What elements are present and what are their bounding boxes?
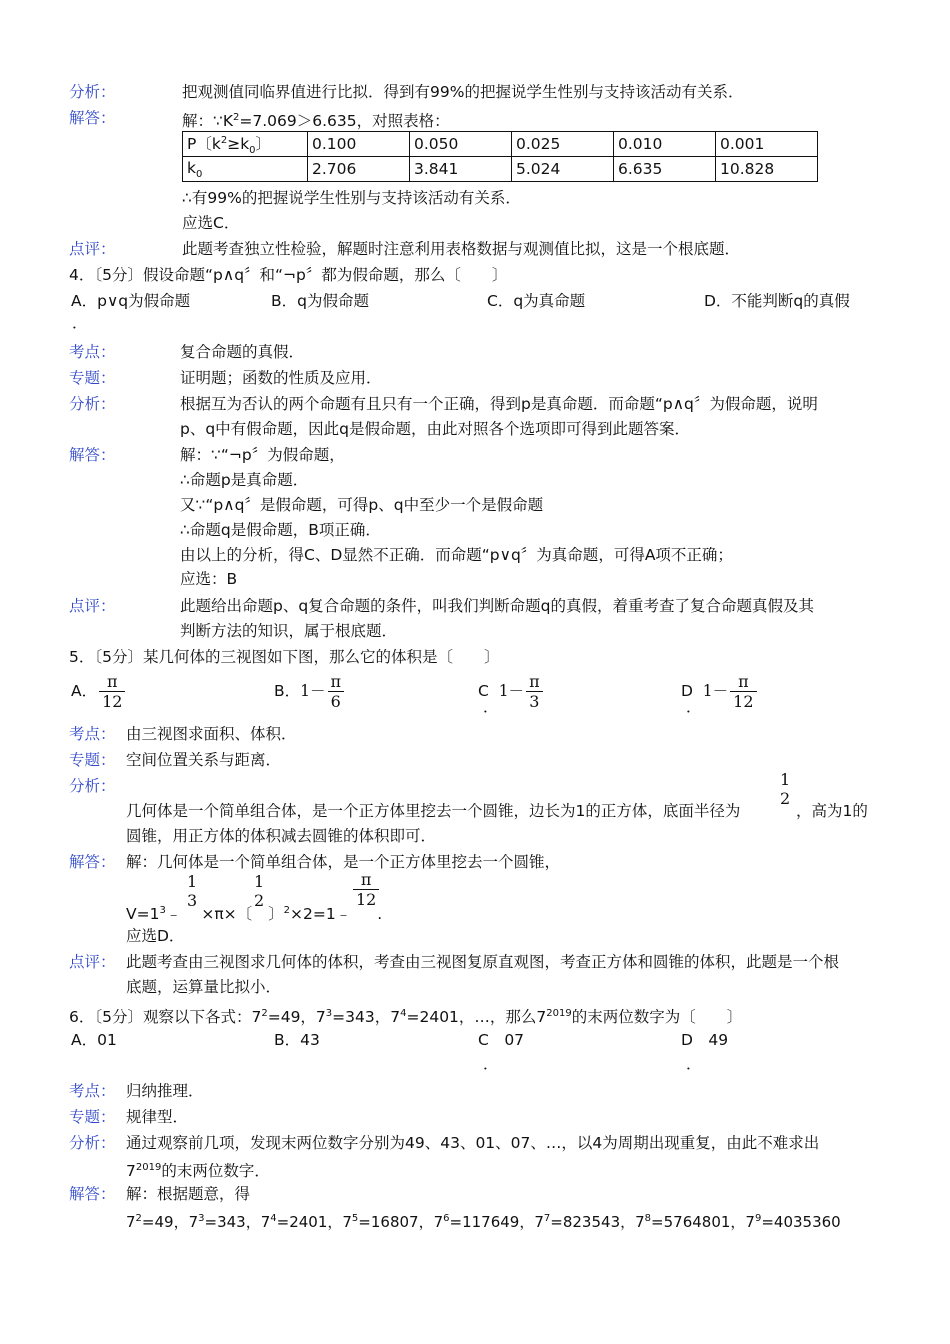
- q5-option-d: D 1－ $\frac{\pi}{12}$: [681, 672, 759, 711]
- q5-stem: 5．〔5分〕某几何体的三视图如下图，那么它的体积是〔 〕: [69, 648, 500, 666]
- q5-comment-1: 此题考查由三视图求几何体的体积，考查由三视图复原直观图，考查正方体和圆锥的体积，此题是一个根: [126, 953, 840, 971]
- fraction: $\frac{\pi}{6}$: [328, 672, 345, 711]
- table-cell: 0.001: [716, 132, 818, 157]
- critical-value-table: [182, 131, 818, 182]
- option-dot: ．: [686, 1055, 702, 1073]
- table-row: [183, 157, 818, 182]
- q5-comment-2: 底题，运算量比拟小．: [126, 978, 282, 996]
- key-point-label: 考点：: [69, 1082, 116, 1100]
- q4-answer-4: ∴命题q是假命题，B项正确．: [180, 521, 381, 539]
- q6-option-b: B．43: [274, 1031, 320, 1049]
- q6-option-c: C 07: [478, 1031, 525, 1049]
- analysis-label: 分析：: [69, 1134, 116, 1152]
- comment-label: 点评：: [69, 597, 116, 615]
- q4-option-a: A．p∨q为假命题: [71, 292, 191, 310]
- comment-label: 点评：: [69, 953, 116, 971]
- q4-answer-2: ∴命题p是真命题．: [180, 471, 309, 489]
- q4-analysis-1: 根据互为否认的两个命题有且只有一个正确，得到p是真命题．而命题“p∧q〞为假命题，说明: [180, 395, 818, 413]
- option-dot: ．: [686, 698, 702, 716]
- q5-analysis-2: 圆锥，用正方体的体积减去圆锥的体积即可．: [126, 827, 437, 845]
- q3-analysis: 把观测值同临界值进行比拟．得到有99%的把握说学生性别与支持该活动有关系．: [182, 83, 744, 101]
- q5-analysis-1b: ，高为1的: [796, 802, 868, 820]
- q3-answer-line-1: 解：$\because K^2=7.069>6.635$，对照表格：: [182, 112, 450, 131]
- q6-option-d: D 49: [681, 1031, 729, 1049]
- q6-stem: 6．〔5分〕观察以下各式：$7^2=49$，$7^3=343$，$7^4=2401$，…，那么$7^{2019}$的末两位数字为〔 〕: [69, 1008, 743, 1027]
- q5-answer-3: 应选D．: [126, 927, 185, 945]
- fraction: $\frac{\pi}{12}$: [730, 672, 756, 711]
- q4-comment-1: 此题给出命题p、q复合命题的条件，叫我们判断命题q的真假，着重考查了复合命题真假及其: [180, 597, 815, 615]
- table-cell: 0.010: [614, 132, 716, 157]
- q6-answer-1: 解：根据题意，得: [126, 1185, 251, 1203]
- half-fraction: 1 2: [780, 770, 791, 808]
- q5-option-c: C 1－ $\frac{\pi}{3}$: [478, 672, 545, 711]
- table-cell: 10.828: [716, 157, 818, 182]
- answer-label: 解答：: [69, 1185, 116, 1203]
- q4-comment-2: 判断方法的知识，属于根底题．: [180, 622, 398, 640]
- table-row: [183, 132, 818, 157]
- q4-option-c: C．q为真命题: [487, 292, 586, 310]
- fraction: $\frac{\pi}{12}$: [99, 672, 125, 711]
- table-cell: 0.050: [410, 132, 512, 157]
- q5-option-b: B．1－ $\frac{\pi}{6}$: [274, 672, 346, 711]
- topic-label: 专题：: [69, 369, 116, 387]
- q3-answer-line-2: ∴有99%的把握说学生性别与支持该活动有关系．: [182, 189, 521, 207]
- topic-label: 专题：: [69, 1108, 116, 1126]
- key-point-label: 考点：: [69, 343, 116, 361]
- fraction: $\frac{\pi}{3}$: [526, 672, 543, 711]
- q4-key-point: 复合命题的真假．: [180, 343, 305, 361]
- option-dot: ．: [72, 314, 88, 332]
- answer-label: 解答：: [69, 446, 116, 464]
- table-cell: 6.635: [614, 157, 716, 182]
- analysis-label: 分析：: [69, 395, 116, 413]
- q5-answer-1: 解：几何体是一个简单组合体，是一个正方体里挖去一个圆锥，: [126, 853, 561, 871]
- table-cell: 3.841: [410, 157, 512, 182]
- q5-option-a: A． $\frac{\pi}{12}$: [71, 672, 127, 711]
- analysis-label: 分析：: [69, 83, 116, 101]
- table-cell: 0.025: [512, 132, 614, 157]
- q6-option-a: A．01: [71, 1031, 117, 1049]
- answer-label: 解答：: [69, 853, 116, 871]
- half-fraction: 1 2: [254, 872, 265, 910]
- q4-answer-1: 解：∵“¬p〞为假命题，: [180, 446, 345, 464]
- q5-volume-formula: $V=1^3﹣ \times\pi\times$〔 〕$^2$×2=1﹣ .: [126, 905, 383, 924]
- option-dot: ．: [483, 698, 499, 716]
- q4-option-d: D．不能判断q的真假: [704, 292, 850, 310]
- q4-option-b: B．q为假命题: [271, 292, 369, 310]
- analysis-label: 分析：: [69, 777, 116, 795]
- q5-topic: 空间位置关系与距离．: [126, 751, 282, 769]
- q4-answer-5: 由以上的分析，得C、D显然不正确．而命题“p∨q〞为真命题，可得A项不正确；: [180, 546, 733, 564]
- third-fraction: 1 3: [187, 872, 198, 910]
- answer-label: 解答：: [69, 109, 116, 127]
- table-cell: 0.100: [308, 132, 410, 157]
- q6-analysis-2: $7^{2019}$的末两位数字．: [126, 1162, 270, 1181]
- comment-label: 点评：: [69, 240, 116, 258]
- table-cell: 2.706: [308, 157, 410, 182]
- key-point-label: 考点：: [69, 725, 116, 743]
- q6-topic: 规律型．: [126, 1108, 189, 1126]
- table-header-cell: P〔$k^2\ge k_0$〕: [183, 132, 308, 157]
- option-dot: ．: [483, 1055, 499, 1073]
- q6-analysis-1: 通过观察前几项，发现末两位数字分别为49、43、01、07、…，以4为周期出现重复，由此不难求出: [126, 1134, 820, 1152]
- q4-answer-6: 应选：B: [180, 570, 238, 588]
- q5-analysis-1: 几何体是一个简单组合体，是一个正方体里挖去一个圆锥，边长为1的正方体，底面半径为: [126, 802, 741, 820]
- q3-answer-line-3: 应选C．: [182, 214, 240, 232]
- topic-label: 专题：: [69, 751, 116, 769]
- q3-comment: 此题考查独立性检验，解题时注意利用表格数据与观测值比拟，这是一个根底题．: [182, 240, 741, 258]
- table-header-cell: $k_0$: [183, 157, 308, 182]
- q6-power-sequence: $7^2=49$，$7^3=343$，$7^4=2401$，$7^5=16807$，$7^6=117649$，$7^7=823543$，$7^8=5764801$，$7^9=4035360$: [126, 1213, 841, 1231]
- q6-key-point: 归纳推理．: [126, 1082, 204, 1100]
- q4-answer-3: 又∵“p∧q〞是假命题，可得p、q中至少一个是假命题: [180, 496, 544, 514]
- q5-key-point: 由三视图求面积、体积．: [126, 725, 297, 743]
- pi-over-12-fraction: $\frac{\pi}{12}$: [353, 870, 379, 909]
- q4-analysis-2: p、q中有假命题，因此q是假命题，由此对照各个选项即可得到此题答案．: [180, 420, 691, 438]
- table-cell: 5.024: [512, 157, 614, 182]
- q4-stem: 4．〔5分〕假设命题“p∧q〞和“¬p〞都为假命题，那么〔 〕: [69, 266, 508, 284]
- q4-topic: 证明题；函数的性质及应用．: [180, 369, 382, 387]
